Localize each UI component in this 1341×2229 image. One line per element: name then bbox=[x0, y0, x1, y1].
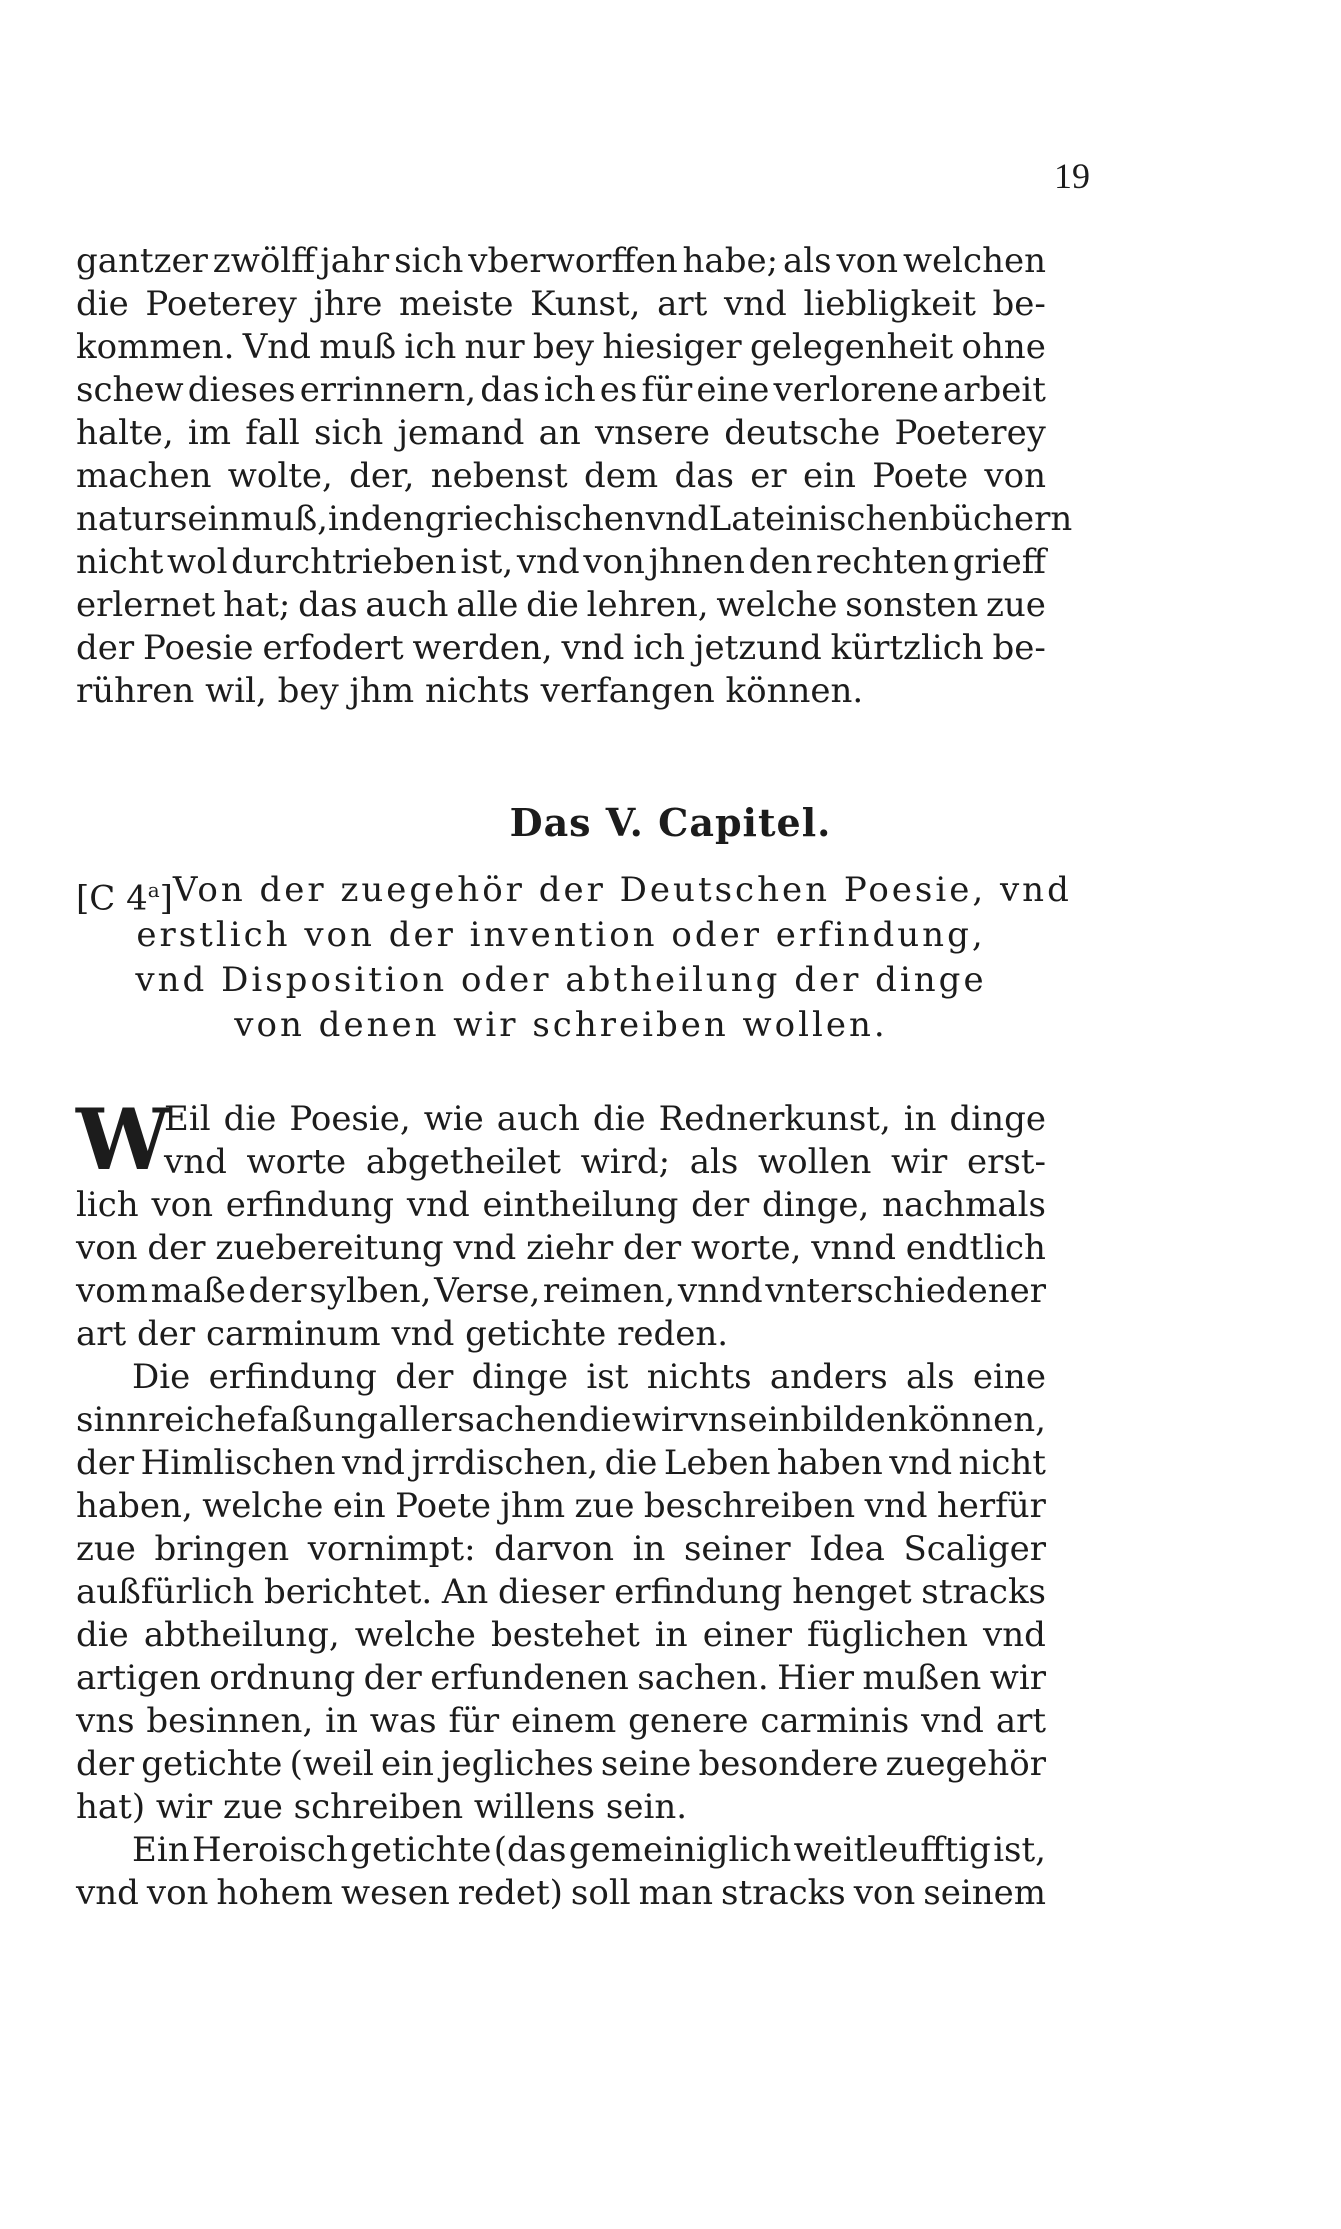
word: genere bbox=[628, 1701, 749, 1741]
word: bey bbox=[532, 327, 595, 367]
subtitle-line: erstlich von der invention oder erfindung, bbox=[136, 915, 986, 955]
word: ordnung bbox=[209, 1658, 356, 1698]
text-line bbox=[76, 1614, 1046, 1657]
word: rechten bbox=[816, 542, 950, 582]
word: redet) bbox=[457, 1873, 563, 1913]
word: schew bbox=[76, 370, 184, 410]
word: wir bbox=[989, 1658, 1046, 1698]
word: der bbox=[76, 628, 135, 668]
word: abgetheilet bbox=[365, 1142, 561, 1182]
text-line bbox=[76, 369, 1046, 412]
word: erfindung bbox=[614, 1572, 783, 1612]
word: Poeterey bbox=[894, 413, 1046, 453]
word: erfodert bbox=[262, 628, 404, 668]
word: stracks bbox=[720, 1873, 846, 1913]
word: An bbox=[441, 1572, 489, 1612]
word: dinge bbox=[471, 1357, 569, 1397]
word: vnd bbox=[76, 1873, 139, 1913]
word: beschreiben bbox=[643, 1486, 856, 1526]
word: (weil bbox=[289, 1744, 374, 1784]
word: können, bbox=[908, 1400, 1046, 1440]
text-line bbox=[76, 1743, 1046, 1786]
word: dieses bbox=[187, 370, 296, 410]
word: be- bbox=[992, 628, 1046, 668]
page-number: 19 bbox=[1054, 156, 1090, 196]
word: sich bbox=[314, 413, 384, 453]
word: vnd bbox=[983, 1615, 1046, 1655]
word: weitleufftig bbox=[793, 1830, 991, 1870]
word: von bbox=[583, 542, 645, 582]
word: erfindung bbox=[225, 1185, 395, 1225]
word: ohne bbox=[961, 327, 1046, 367]
word: eintheilung bbox=[482, 1185, 679, 1225]
word: zwölff bbox=[212, 241, 316, 281]
word: es bbox=[599, 370, 638, 410]
word: besondere bbox=[698, 1744, 879, 1784]
word: den bbox=[360, 499, 425, 539]
word: henget bbox=[792, 1572, 912, 1612]
word: ein bbox=[802, 456, 856, 496]
word: sachen bbox=[457, 1400, 579, 1440]
word: worte, bbox=[690, 1228, 802, 1268]
text-line bbox=[76, 1399, 1046, 1442]
text-line bbox=[76, 1485, 1046, 1528]
word: nur bbox=[464, 327, 525, 367]
word: maße bbox=[150, 1271, 246, 1311]
word: wollen bbox=[758, 1142, 872, 1182]
text-line bbox=[76, 1098, 1046, 1141]
word: deutsche bbox=[724, 413, 881, 453]
word: Hier bbox=[777, 1658, 854, 1698]
word: gelegenheit bbox=[750, 327, 954, 367]
word: muß, bbox=[240, 499, 328, 539]
word: Poeterey bbox=[145, 284, 297, 324]
word: dinge, bbox=[762, 1185, 870, 1225]
word: das bbox=[674, 456, 734, 496]
word: sonsten bbox=[845, 585, 979, 625]
word: ich bbox=[404, 327, 457, 367]
word: jahr bbox=[320, 241, 390, 281]
word: vnsere bbox=[594, 413, 711, 453]
word: art bbox=[995, 1701, 1046, 1741]
word: gemeiniglich bbox=[568, 1830, 792, 1870]
text-line bbox=[76, 283, 1046, 326]
word: wir bbox=[891, 1142, 948, 1182]
word: werden, bbox=[412, 628, 553, 668]
word: von bbox=[984, 456, 1046, 496]
word: wol bbox=[167, 542, 228, 582]
word: jhnen bbox=[648, 542, 745, 582]
word: lich bbox=[76, 1185, 139, 1225]
word: jrrdischen, bbox=[411, 1443, 599, 1483]
word: als bbox=[689, 1142, 739, 1182]
word: die bbox=[578, 1400, 632, 1440]
text-line: rühren wil, bey jhm nichts verfangen können. bbox=[76, 671, 864, 711]
text-line bbox=[76, 1872, 1046, 1915]
word: besinnen, bbox=[146, 1701, 314, 1741]
chapter-subtitle bbox=[76, 868, 1072, 1048]
word: vnd bbox=[406, 1185, 470, 1225]
word: seinem bbox=[923, 1873, 1046, 1913]
word: eine bbox=[972, 1357, 1046, 1397]
word: im bbox=[187, 413, 231, 453]
text-line: art der carminum vnd getichte reden. bbox=[76, 1314, 729, 1354]
word: sylben, bbox=[309, 1271, 432, 1311]
word: erfindung bbox=[208, 1357, 377, 1397]
word: wir bbox=[631, 1400, 689, 1440]
word: die bbox=[76, 1615, 129, 1655]
word: sinnreiche bbox=[76, 1400, 257, 1440]
word: getichte bbox=[350, 1830, 492, 1870]
word: das bbox=[298, 585, 358, 625]
word: nachmals bbox=[882, 1185, 1046, 1225]
word: soll bbox=[570, 1873, 631, 1913]
word: von bbox=[76, 1228, 138, 1268]
word: vnterschiedener bbox=[765, 1271, 1046, 1311]
subtitle-line bbox=[76, 868, 1072, 919]
word: carminis bbox=[760, 1701, 910, 1741]
text-line bbox=[76, 1657, 1046, 1700]
word: jegliches bbox=[441, 1744, 594, 1784]
word: jemand bbox=[397, 413, 525, 453]
word: nebenst bbox=[430, 456, 568, 496]
text-line bbox=[76, 541, 1046, 584]
word: ist bbox=[586, 1357, 629, 1397]
word: als bbox=[782, 241, 832, 281]
word: dem bbox=[583, 456, 659, 496]
word: gantzer bbox=[76, 241, 208, 281]
word: der bbox=[691, 1185, 750, 1225]
word: erlernet bbox=[76, 585, 216, 625]
word: die bbox=[604, 1443, 658, 1483]
word: haben bbox=[776, 1443, 883, 1483]
word: art bbox=[657, 284, 708, 324]
word: der, bbox=[349, 456, 415, 496]
paragraph-1 bbox=[76, 240, 1073, 713]
word: Idea bbox=[809, 1529, 885, 1569]
word: halte, bbox=[76, 413, 174, 453]
word: vns bbox=[76, 1701, 135, 1741]
word: getichte bbox=[141, 1744, 283, 1784]
word: liebligkeit bbox=[803, 284, 976, 324]
word: an bbox=[538, 413, 581, 453]
word: vns bbox=[688, 1400, 748, 1440]
word: einer bbox=[702, 1615, 792, 1655]
word: reimen, bbox=[542, 1271, 676, 1311]
word: sein bbox=[169, 499, 241, 539]
word: vom bbox=[76, 1271, 148, 1311]
word: was bbox=[369, 1701, 437, 1741]
word: von bbox=[146, 1873, 209, 1913]
word: in bbox=[632, 1529, 666, 1569]
word: erst- bbox=[966, 1142, 1046, 1182]
text-line bbox=[76, 498, 1073, 541]
text-line bbox=[76, 1700, 1046, 1743]
word: errinnern, bbox=[299, 370, 477, 410]
word: Lateinischen bbox=[708, 499, 930, 539]
paragraph-2 bbox=[76, 1090, 1046, 1915]
text-line bbox=[76, 240, 1046, 283]
text-line: hat) wir zue schreiben willens sein. bbox=[76, 1787, 688, 1827]
word: der bbox=[76, 1744, 135, 1784]
word: lehren, bbox=[586, 585, 709, 625]
word: Poesie, bbox=[289, 1099, 411, 1139]
word: als bbox=[906, 1357, 955, 1397]
word: verlorene bbox=[773, 370, 939, 410]
word: wolte, bbox=[227, 456, 333, 496]
word: vnd bbox=[723, 284, 787, 324]
word: vnd bbox=[864, 1486, 928, 1526]
word: in bbox=[903, 1099, 937, 1139]
word: mußen bbox=[862, 1658, 982, 1698]
word: jhm bbox=[500, 1486, 566, 1526]
word: in bbox=[325, 1701, 358, 1741]
word: Vnd bbox=[242, 327, 311, 367]
word: Eil bbox=[164, 1099, 211, 1139]
word: vnnd bbox=[677, 1271, 763, 1311]
word: einem bbox=[511, 1701, 617, 1741]
word: durchtrieben bbox=[231, 542, 457, 582]
word: der bbox=[248, 1271, 307, 1311]
word: vnd bbox=[341, 1443, 405, 1483]
text-line bbox=[76, 326, 1046, 369]
text-line bbox=[76, 1829, 1046, 1872]
word: von bbox=[151, 1185, 214, 1225]
word: in bbox=[327, 499, 361, 539]
text-line bbox=[76, 1528, 1046, 1571]
word: welchen bbox=[902, 241, 1046, 281]
word: vnd bbox=[516, 542, 580, 582]
word: Leben bbox=[663, 1443, 771, 1483]
text-line bbox=[76, 1227, 1046, 1270]
word: vnd bbox=[561, 628, 625, 668]
word: Poesie bbox=[143, 628, 254, 668]
word: faßung bbox=[256, 1400, 379, 1440]
word: der bbox=[76, 1443, 135, 1483]
word: außfürlich bbox=[76, 1572, 255, 1612]
word: Poete bbox=[872, 456, 969, 496]
word: worte bbox=[246, 1142, 347, 1182]
word: ein bbox=[380, 1744, 434, 1784]
word: hat; bbox=[223, 585, 291, 625]
word: sich bbox=[394, 241, 464, 281]
text-line bbox=[76, 1184, 1046, 1227]
word: anders bbox=[769, 1357, 888, 1397]
word: Die bbox=[132, 1357, 191, 1397]
word: die bbox=[223, 1099, 277, 1139]
word: zue bbox=[574, 1486, 635, 1526]
word: fall bbox=[245, 413, 300, 453]
text-line bbox=[76, 412, 1046, 455]
subtitle-line: vnd Disposition oder abtheilung der dinge bbox=[135, 960, 987, 1000]
subtitle-line: von denen wir schreiben wollen. bbox=[234, 1005, 888, 1045]
word: kürtzlich bbox=[830, 628, 984, 668]
word: auch bbox=[496, 1099, 580, 1139]
word: machen bbox=[76, 456, 212, 496]
word: meiste bbox=[398, 284, 514, 324]
word: habe; bbox=[682, 241, 779, 281]
word: vberworffen bbox=[468, 241, 678, 281]
chapter-heading: Das V. Capitel. bbox=[509, 800, 832, 845]
word: jhre bbox=[313, 284, 383, 324]
word: darvon bbox=[494, 1529, 614, 1569]
word: dinge bbox=[949, 1099, 1046, 1139]
text-line bbox=[76, 455, 1046, 498]
word: einbilden bbox=[747, 1400, 908, 1440]
word: ein bbox=[332, 1486, 386, 1526]
word: das bbox=[480, 370, 540, 410]
subtitle-text: Von der zuegehör der Deutschen Poesie, vnd bbox=[172, 870, 1072, 910]
word: zue bbox=[985, 585, 1046, 625]
word: wie bbox=[423, 1099, 484, 1139]
word: nichts bbox=[646, 1357, 752, 1397]
word: berichtet. bbox=[263, 1572, 433, 1612]
text-line bbox=[76, 627, 1046, 670]
text-line bbox=[76, 1270, 1046, 1313]
word: ist, bbox=[993, 1830, 1046, 1870]
word: artigen bbox=[76, 1658, 201, 1698]
word: der bbox=[147, 1228, 206, 1268]
word: der bbox=[395, 1357, 454, 1397]
word: zuebereitung bbox=[215, 1228, 444, 1268]
word: Verse, bbox=[434, 1271, 541, 1311]
word: vnd bbox=[889, 1443, 953, 1483]
word: in bbox=[654, 1615, 688, 1655]
word: hiesiger bbox=[602, 327, 742, 367]
word: Himlischen bbox=[140, 1443, 336, 1483]
word: vnnd bbox=[811, 1228, 896, 1268]
word: für bbox=[448, 1701, 500, 1741]
word: jetzund bbox=[693, 628, 822, 668]
word: bestehet bbox=[490, 1615, 640, 1655]
word: endtlich bbox=[905, 1228, 1046, 1268]
word: herfür bbox=[936, 1486, 1046, 1526]
text-line bbox=[76, 1141, 1046, 1184]
word: die bbox=[76, 284, 129, 324]
word: ich bbox=[543, 370, 596, 410]
word: eine bbox=[696, 370, 770, 410]
text-line bbox=[76, 584, 1046, 627]
word: stracks bbox=[921, 1572, 1046, 1612]
word: seine bbox=[600, 1744, 692, 1784]
word: vnd bbox=[921, 1701, 984, 1741]
word: er bbox=[750, 456, 787, 496]
word: bringen bbox=[154, 1529, 290, 1569]
word: natur bbox=[76, 499, 170, 539]
word: den bbox=[748, 542, 813, 582]
text-line bbox=[76, 1356, 1046, 1399]
signature-mark: [C 4$^a$] bbox=[76, 878, 173, 919]
word: die bbox=[592, 1099, 646, 1139]
word: wird; bbox=[580, 1142, 671, 1182]
word: Heroisch bbox=[192, 1830, 348, 1870]
word: von bbox=[853, 1873, 916, 1913]
word: aller bbox=[378, 1400, 457, 1440]
word: muß bbox=[319, 327, 397, 367]
word: welche bbox=[716, 585, 838, 625]
drop-cap: W bbox=[76, 1090, 171, 1189]
word: sachen. bbox=[637, 1658, 769, 1698]
word: nicht bbox=[958, 1443, 1046, 1483]
word: büchern bbox=[929, 499, 1073, 539]
word: vnd bbox=[645, 499, 709, 539]
word: seiner bbox=[683, 1529, 791, 1569]
word: kommen. bbox=[76, 327, 235, 367]
word: ist, bbox=[460, 542, 514, 582]
word: nicht bbox=[76, 542, 164, 582]
word: zue bbox=[76, 1529, 136, 1569]
word: (das bbox=[493, 1830, 567, 1870]
word: abtheilung, bbox=[143, 1615, 340, 1655]
word: Rednerkunst, bbox=[658, 1099, 891, 1139]
text-line bbox=[76, 1571, 1046, 1614]
word: der bbox=[363, 1658, 422, 1698]
word: der bbox=[623, 1228, 682, 1268]
word: auch bbox=[365, 585, 449, 625]
word: hohem bbox=[216, 1873, 334, 1913]
word: Kunst, bbox=[530, 284, 641, 324]
word: für bbox=[641, 370, 693, 410]
text-line bbox=[76, 1442, 1046, 1485]
word: vnd bbox=[164, 1142, 227, 1182]
word: Poete bbox=[395, 1486, 491, 1526]
word: vornimpt: bbox=[307, 1529, 476, 1569]
word: von bbox=[836, 241, 899, 281]
word: ich bbox=[633, 628, 686, 668]
word: Scaliger bbox=[903, 1529, 1046, 1569]
word: die bbox=[526, 585, 579, 625]
word: man bbox=[638, 1873, 713, 1913]
word: alle bbox=[456, 585, 519, 625]
signature-superscript: a bbox=[147, 878, 160, 902]
word: Ein bbox=[132, 1830, 190, 1870]
word: ziehr bbox=[526, 1228, 614, 1268]
word: haben, bbox=[76, 1486, 193, 1526]
word: grieff bbox=[952, 542, 1046, 582]
word: welche bbox=[354, 1615, 476, 1655]
word: wesen bbox=[341, 1873, 450, 1913]
word: erfundenen bbox=[430, 1658, 629, 1698]
word: arbeit bbox=[943, 370, 1046, 410]
word: vnd bbox=[453, 1228, 517, 1268]
word: welche bbox=[202, 1486, 324, 1526]
word: griechischen bbox=[424, 499, 646, 539]
word: be- bbox=[992, 284, 1046, 324]
word: zuegehör bbox=[885, 1744, 1046, 1784]
word: dieser bbox=[497, 1572, 605, 1612]
word: füglichen bbox=[807, 1615, 968, 1655]
